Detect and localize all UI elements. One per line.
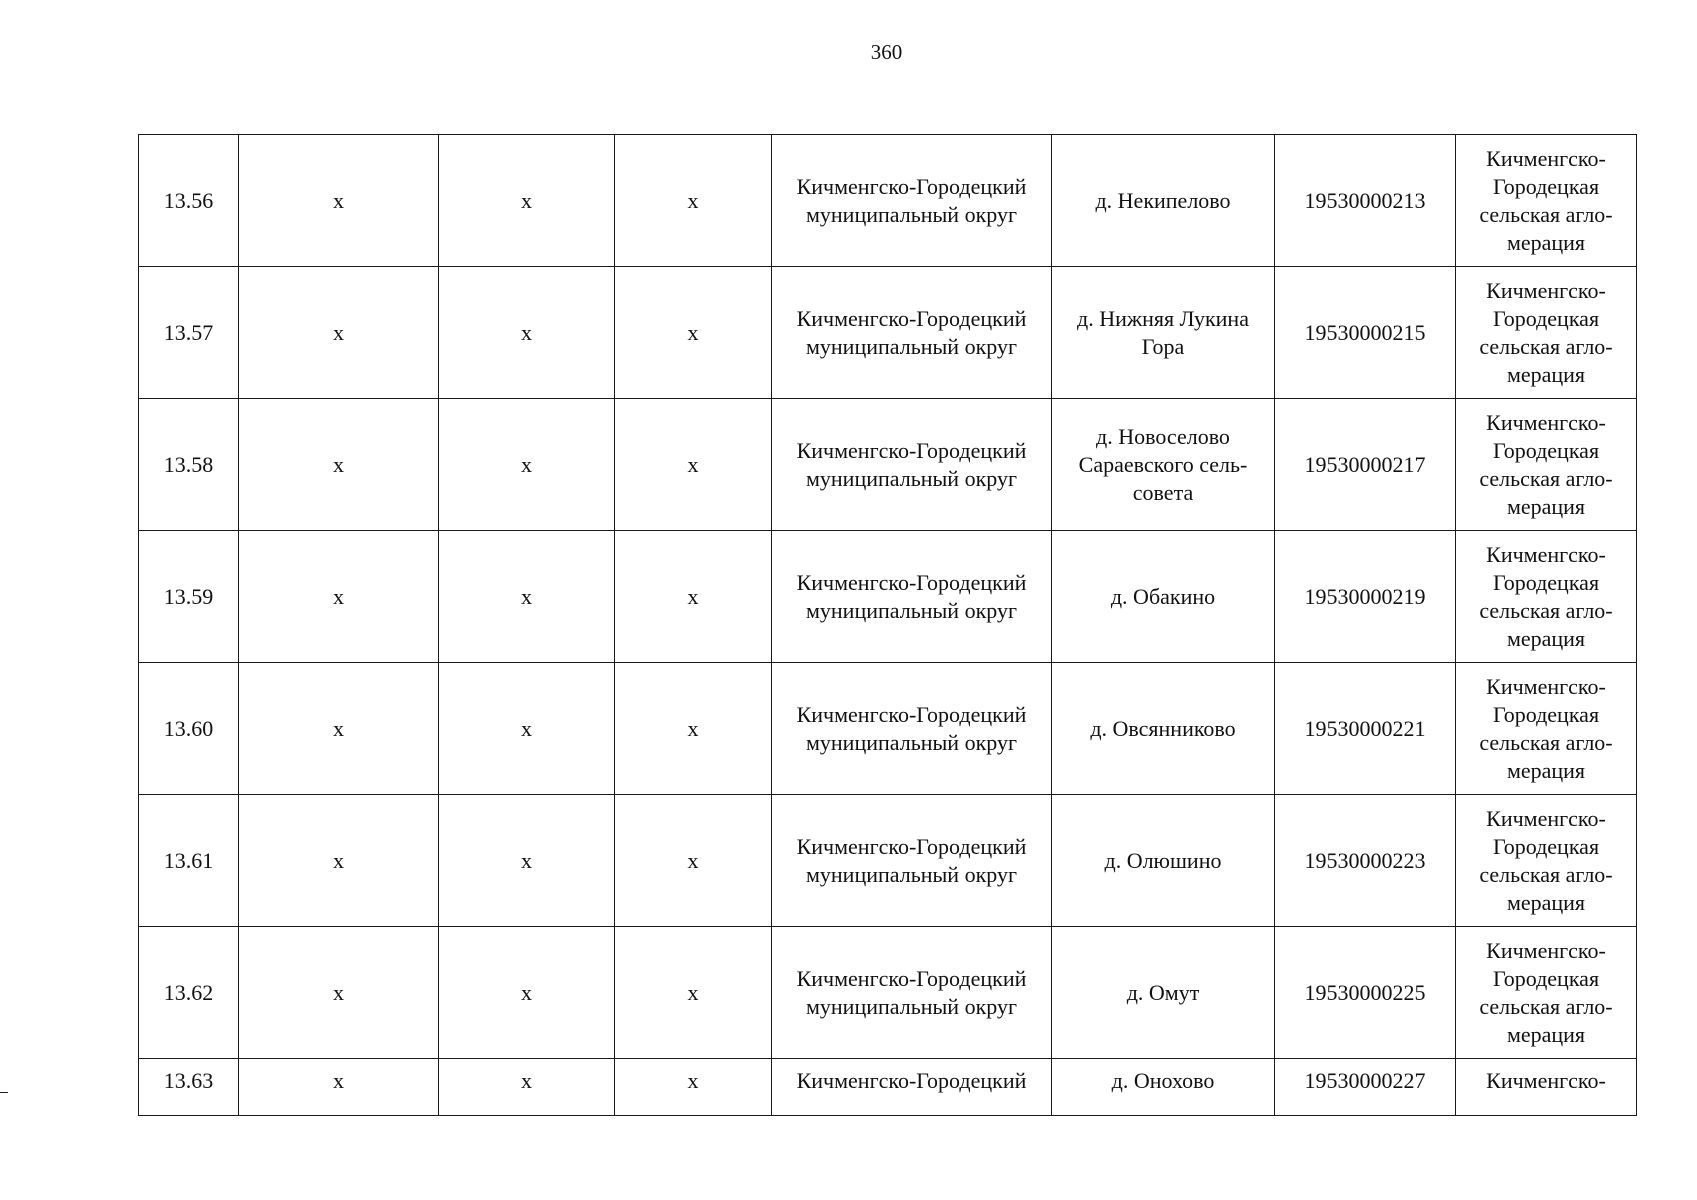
- mark-cell: x: [239, 927, 439, 1059]
- locality-cell: д. Овсянниково: [1052, 663, 1275, 795]
- agglomeration-cell: Кичменгско-: [1456, 1059, 1637, 1116]
- row-number-cell: 13.60: [139, 663, 239, 795]
- agglomeration-cell: Кичменгско- Городецкая сельская агло- мерация: [1456, 399, 1637, 531]
- mark-cell: x: [239, 531, 439, 663]
- row-number-cell: 13.62: [139, 927, 239, 1059]
- mark-cell: x: [615, 663, 772, 795]
- mark-cell: x: [439, 663, 615, 795]
- row-number-cell: 13.57: [139, 267, 239, 399]
- mark-cell: x: [239, 399, 439, 531]
- oktmo-code-cell: 19530000225: [1275, 927, 1456, 1059]
- district-cell: Кичменгско-Городецкий муниципальный округ: [772, 795, 1052, 927]
- mark-cell: x: [439, 135, 615, 267]
- mark-cell: x: [439, 795, 615, 927]
- table-row: [139, 1059, 1637, 1116]
- table-row: [139, 663, 1637, 795]
- mark-cell: x: [239, 135, 439, 267]
- locality-cell: д. Омут: [1052, 927, 1275, 1059]
- oktmo-code-cell: 19530000221: [1275, 663, 1456, 795]
- oktmo-code-cell: 19530000213: [1275, 135, 1456, 267]
- locality-cell: д. Онохово: [1052, 1059, 1275, 1116]
- locality-cell: д. Нижняя Лукина Гора: [1052, 267, 1275, 399]
- oktmo-code-cell: 19530000223: [1275, 795, 1456, 927]
- mark-cell: x: [615, 135, 772, 267]
- locality-cell: д. Некипелово: [1052, 135, 1275, 267]
- agglomeration-cell: Кичменгско- Городецкая сельская агло- мерация: [1456, 531, 1637, 663]
- locality-cell: д. Новоселово Сараевского сель- совета: [1052, 399, 1275, 531]
- mark-cell: x: [615, 531, 772, 663]
- table-row: [139, 927, 1637, 1059]
- row-number-cell: 13.56: [139, 135, 239, 267]
- district-cell: Кичменгско-Городецкий муниципальный округ: [772, 927, 1052, 1059]
- mark-cell: x: [439, 927, 615, 1059]
- page-number: 360: [870, 40, 903, 64]
- oktmo-code-cell: 19530000217: [1275, 399, 1456, 531]
- mark-cell: x: [439, 531, 615, 663]
- mark-cell: x: [439, 399, 615, 531]
- locality-cell: д. Олюшино: [1052, 795, 1275, 927]
- locality-cell: д. Обакино: [1052, 531, 1275, 663]
- mark-cell: x: [439, 1059, 615, 1116]
- mark-cell: x: [239, 663, 439, 795]
- district-cell: Кичменгско-Городецкий муниципальный округ: [772, 663, 1052, 795]
- district-cell: Кичменгско-Городецкий муниципальный округ: [772, 399, 1052, 531]
- table-row: [139, 399, 1637, 531]
- mark-cell: x: [615, 399, 772, 531]
- table-row: [139, 267, 1637, 399]
- table-row: [139, 531, 1637, 663]
- agglomeration-cell: Кичменгско- Городецкая сельская агло- мерация: [1456, 135, 1637, 267]
- district-cell: Кичменгско-Городецкий муниципальный округ: [772, 135, 1052, 267]
- mark-cell: x: [239, 267, 439, 399]
- mark-cell: x: [439, 267, 615, 399]
- row-number-cell: 13.58: [139, 399, 239, 531]
- agglomeration-cell: Кичменгско- Городецкая сельская агло- мерация: [1456, 267, 1637, 399]
- mark-cell: x: [615, 927, 772, 1059]
- table-row: [139, 795, 1637, 927]
- mark-cell: x: [239, 1059, 439, 1116]
- oktmo-code-cell: 19530000227: [1275, 1059, 1456, 1116]
- row-number-cell: 13.63: [139, 1059, 239, 1116]
- table-row: [139, 135, 1637, 267]
- row-number-cell: 13.61: [139, 795, 239, 927]
- agglomeration-cell: Кичменгско- Городецкая сельская агло- мерация: [1456, 663, 1637, 795]
- district-cell: Кичменгско-Городецкий муниципальный округ: [772, 267, 1052, 399]
- oktmo-code-cell: 19530000219: [1275, 531, 1456, 663]
- table-body: [139, 135, 1637, 1116]
- agglomeration-cell: Кичменгско- Городецкая сельская агло- мерация: [1456, 795, 1637, 927]
- locality-table: [138, 134, 1637, 1116]
- district-cell: Кичменгско-Городецкий муниципальный округ: [772, 531, 1052, 663]
- mark-cell: x: [615, 267, 772, 399]
- oktmo-code-cell: 19530000215: [1275, 267, 1456, 399]
- mark-cell: x: [615, 795, 772, 927]
- mark-cell: x: [615, 1059, 772, 1116]
- mark-cell: x: [239, 795, 439, 927]
- district-cell: Кичменгско-Городецкий: [772, 1059, 1052, 1116]
- margin-mark: [0, 1092, 8, 1093]
- row-number-cell: 13.59: [139, 531, 239, 663]
- agglomeration-cell: Кичменгско- Городецкая сельская агло- мерация: [1456, 927, 1637, 1059]
